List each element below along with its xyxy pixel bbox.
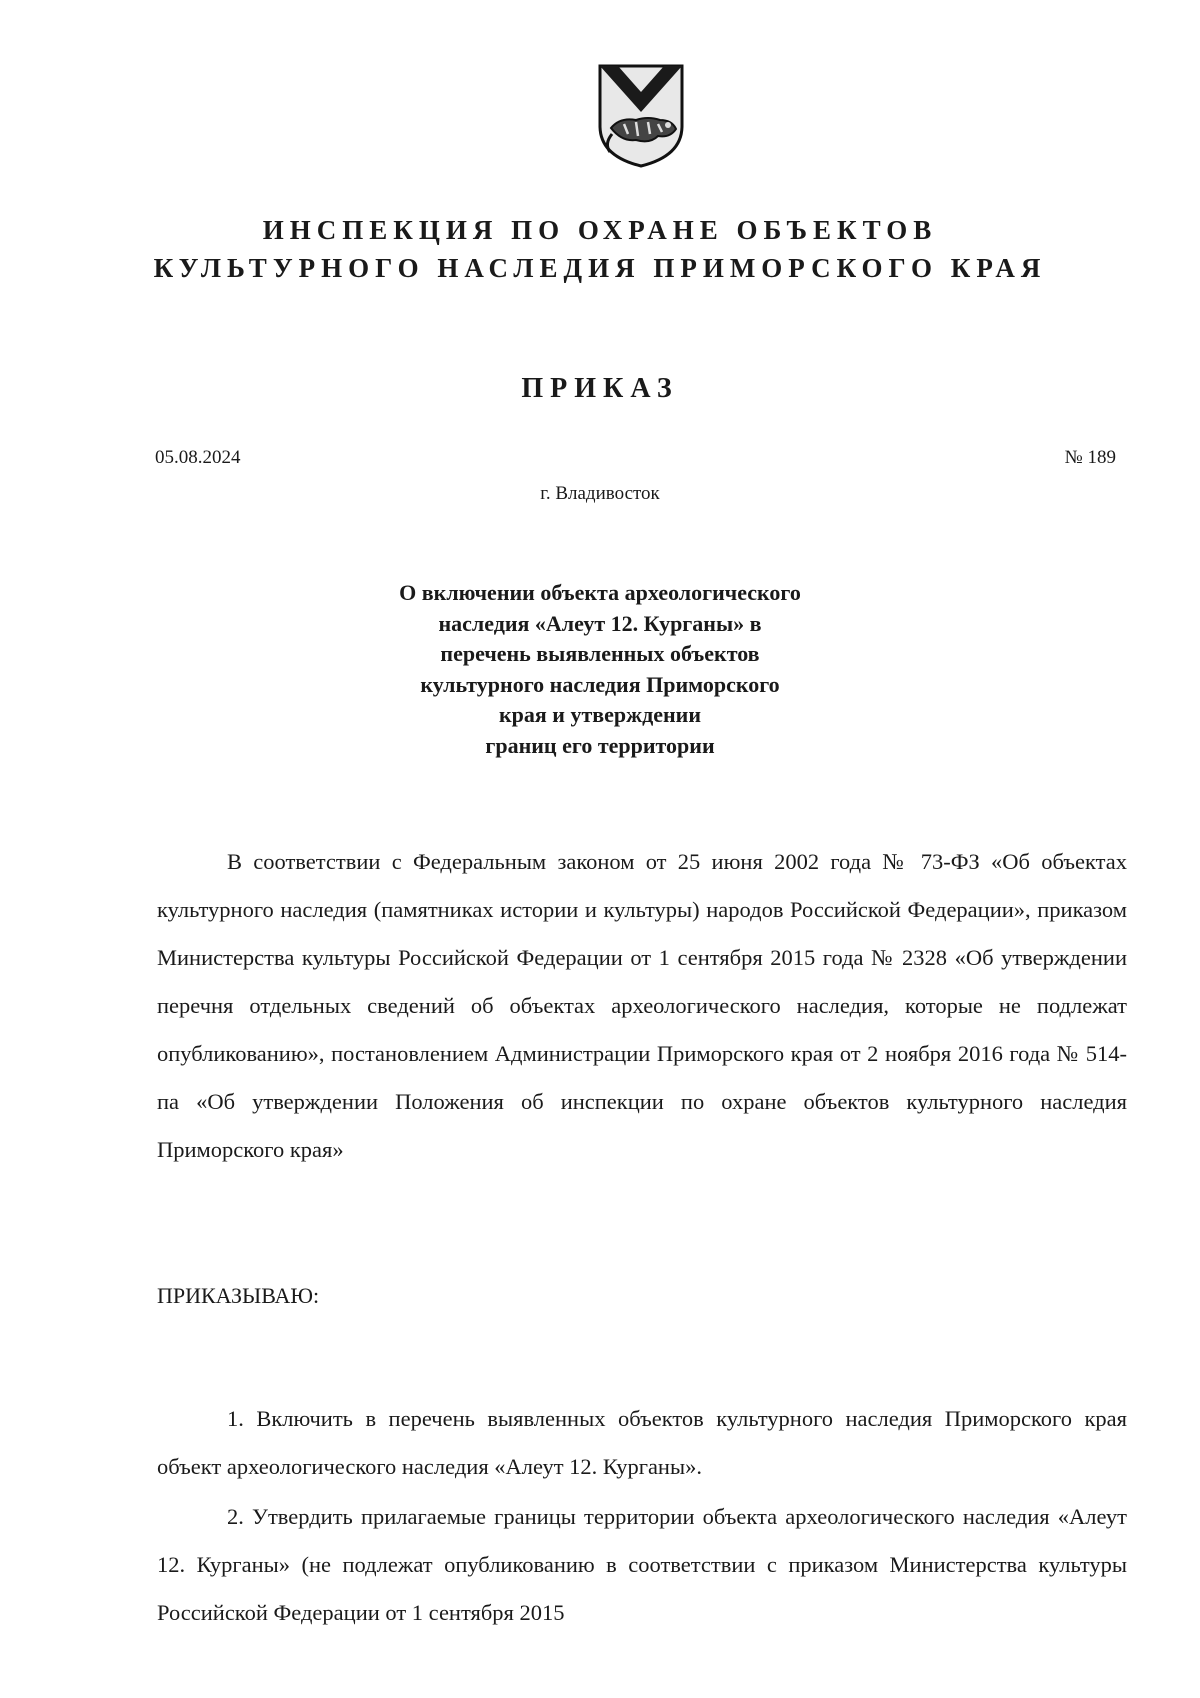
document-number: № 189 [1064, 447, 1116, 468]
subject-line: наследия «Алеут 12. Курганы» в [438, 610, 762, 636]
order-item-1: 1. Включить в перечень выявленных объектов культурного наследия Приморского края объект археологического наследия «Алеут 12. Курганы». [157, 1406, 1127, 1479]
agency-name-line-2: КУЛЬТУРНОГО НАСЛЕДИЯ ПРИМОРСКОГО КРАЯ [153, 253, 1047, 283]
primorsky-krai-coat-of-arms-icon [596, 62, 686, 170]
subject-line: культурного наследия Приморского [420, 671, 780, 697]
document-type-title: ПРИКАЗ [521, 373, 679, 404]
document-city: г. Владивосток [540, 483, 660, 504]
document-date: 05.08.2024 [155, 447, 241, 468]
order-directive-word: ПРИКАЗЫВАЮ: [157, 1283, 320, 1308]
subject-line: О включении объекта археологического [399, 580, 801, 605]
subject-line: границ его территории [485, 732, 715, 758]
preamble-paragraph: В соответствии с Федеральным законом от 25 июня 2002 года № 73-ФЗ «Об объектах культурного наследия (памятниках истории и культуры) народов Российской Федерации», приказом Министерства культуры Российской Федерации от 1 сентября 2015 года № 2328 «Об утверждении перечня отдельных сведений об объектах археологического наследия, которые не подлежат опубликованию», постановлением Администрации Приморского края от 2 ноября 2016 года № 514-па «Об утверждении Положения об инспекции по охране объектов культурного наследия Приморского края» [157, 849, 1127, 1162]
agency-name-line-1: ИНСПЕКЦИЯ ПО ОХРАНЕ ОБЪЕКТОВ [262, 215, 938, 245]
subject-line: перечень выявленных объектов [440, 641, 760, 666]
order-subject [350, 578, 850, 761]
subject-line: края и утверждении [498, 702, 702, 727]
order-item-2: 2. Утвердить прилагаемые границы территории объекта археологического наследия «Алеут 12. Курганы» (не подлежат опубликованию в соответствии с приказом Министерства культуры Российской Федерации от 1 сентября 2015 [157, 1504, 1127, 1625]
